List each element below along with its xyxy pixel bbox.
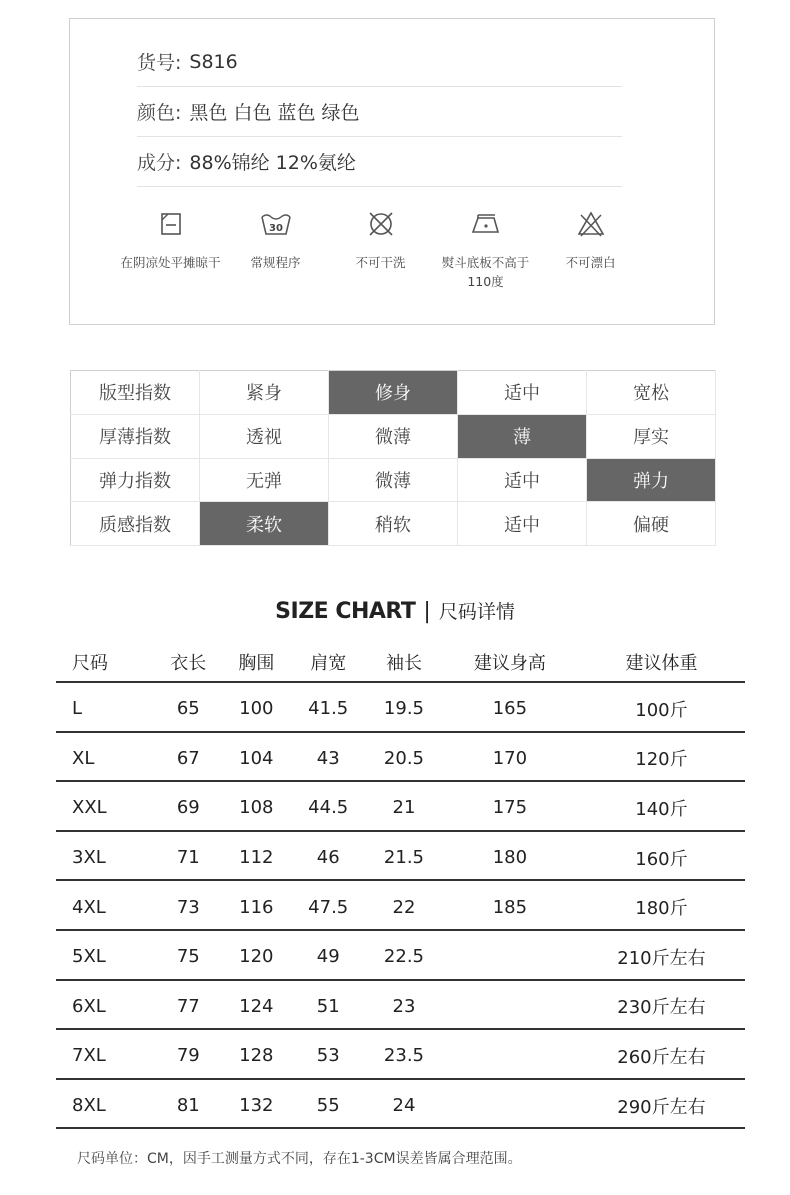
- size-cell: 124: [222, 980, 290, 1030]
- fit-option-selected: 薄: [458, 414, 587, 458]
- size-cell: 46: [290, 831, 366, 881]
- fit-option: 厚实: [587, 414, 716, 458]
- size-cell: 100斤: [578, 682, 745, 732]
- fit-option-selected: 弹力: [587, 458, 716, 502]
- fit-option: 紧身: [200, 371, 329, 415]
- care-label: 在阴凉处平摊晾干: [120, 255, 221, 270]
- size-cell: 120斤: [578, 732, 745, 782]
- size-cell: 120: [222, 930, 290, 980]
- size-cell: 175: [442, 781, 578, 831]
- size-cell: 132: [222, 1079, 290, 1129]
- care-label: 不可干洗: [355, 255, 406, 270]
- table-row: [56, 732, 745, 782]
- size-cell: 116: [222, 880, 290, 930]
- table-row: [56, 880, 745, 930]
- size-cell: [442, 930, 578, 980]
- size-cell: 44.5: [290, 781, 366, 831]
- care-label: 不可漂白: [565, 255, 616, 270]
- size-cell: 185: [442, 880, 578, 930]
- fit-option: 偏硬: [587, 502, 716, 546]
- size-cell: 112: [222, 831, 290, 881]
- size-cell: 69: [154, 781, 222, 831]
- fit-index-table: [70, 370, 716, 546]
- size-column-header: 衣长: [154, 643, 222, 682]
- care-item-wash: [223, 209, 328, 309]
- size-cell: 3XL: [56, 831, 154, 881]
- size-column-header: 建议身高: [442, 643, 578, 682]
- size-cell: 140斤: [578, 781, 745, 831]
- size-cell: 19.5: [366, 682, 442, 732]
- size-cell: 49: [290, 930, 366, 980]
- table-row: [56, 1029, 745, 1079]
- info-row-color: [137, 87, 622, 137]
- care-instructions: [118, 209, 688, 309]
- fit-option: 微薄: [329, 458, 458, 502]
- size-cell: 165: [442, 682, 578, 732]
- size-cell: 65: [154, 682, 222, 732]
- fit-row: [71, 502, 716, 546]
- size-cell: 180: [442, 831, 578, 881]
- size-cell: 73: [154, 880, 222, 930]
- size-column-header: 尺码: [56, 643, 154, 682]
- size-cell: 55: [290, 1079, 366, 1129]
- iron-low-icon: [469, 209, 503, 239]
- size-cell: L: [56, 682, 154, 732]
- info-key: 成分:: [137, 152, 182, 174]
- fit-option-selected: 修身: [329, 371, 458, 415]
- size-column-header: 建议体重: [578, 643, 745, 682]
- size-cell: 7XL: [56, 1029, 154, 1079]
- size-cell: 210斤左右: [578, 930, 745, 980]
- size-cell: 290斤左右: [578, 1079, 745, 1129]
- size-cell: [442, 1029, 578, 1079]
- size-cell: 53: [290, 1029, 366, 1079]
- size-cell: 23.5: [366, 1029, 442, 1079]
- no-bleach-icon: [576, 209, 606, 239]
- care-label: 常规程序: [250, 255, 301, 270]
- size-cell: 260斤左右: [578, 1029, 745, 1079]
- size-cell: 43: [290, 732, 366, 782]
- size-cell: 20.5: [366, 732, 442, 782]
- table-row: [56, 980, 745, 1030]
- fit-row: [71, 371, 716, 415]
- table-row: [56, 781, 745, 831]
- fit-row-label: 版型指数: [71, 371, 200, 415]
- fit-option: 适中: [458, 458, 587, 502]
- fit-option-selected: 柔软: [200, 502, 329, 546]
- fit-row-label: 弹力指数: [71, 458, 200, 502]
- table-row: [56, 930, 745, 980]
- dry-flat-shade-icon: [156, 209, 186, 239]
- size-cell: 24: [366, 1079, 442, 1129]
- size-column-header: 胸围: [222, 643, 290, 682]
- size-chart-title-zh: 尺码详情: [438, 601, 515, 623]
- svg-text:30: 30: [268, 223, 283, 234]
- table-row: [56, 1079, 745, 1129]
- table-row: [56, 831, 745, 881]
- size-cell: 6XL: [56, 980, 154, 1030]
- size-chart-title: [0, 597, 790, 624]
- size-cell: 4XL: [56, 880, 154, 930]
- size-note: 尺码单位：CM，因手工测量方式不同，存在1-3CM误差皆属合理范围。: [77, 1151, 522, 1167]
- size-cell: 5XL: [56, 930, 154, 980]
- care-label: 熨斗底板不高于110度: [441, 255, 530, 289]
- fit-option: 透视: [200, 414, 329, 458]
- size-cell: 67: [154, 732, 222, 782]
- size-cell: 8XL: [56, 1079, 154, 1129]
- size-cell: 128: [222, 1029, 290, 1079]
- info-key: 颜色:: [137, 102, 182, 124]
- info-row-sku: [137, 37, 622, 87]
- info-value: S816: [189, 50, 238, 73]
- size-column-header: 袖长: [366, 643, 442, 682]
- size-cell: 22: [366, 880, 442, 930]
- size-cell: 21: [366, 781, 442, 831]
- fit-option: 微薄: [329, 414, 458, 458]
- size-cell: 160斤: [578, 831, 745, 881]
- title-separator: |: [423, 599, 431, 624]
- size-cell: 170: [442, 732, 578, 782]
- fit-row: [71, 414, 716, 458]
- care-item-dry-flat: [118, 209, 223, 309]
- fit-option: 稍软: [329, 502, 458, 546]
- size-chart-table: [56, 643, 745, 1129]
- size-cell: 108: [222, 781, 290, 831]
- care-item-no-bleach: [538, 209, 643, 309]
- size-chart-title-en: SIZE CHART: [275, 599, 416, 624]
- size-cell: XL: [56, 732, 154, 782]
- size-cell: [442, 980, 578, 1030]
- fit-option: 适中: [458, 502, 587, 546]
- size-cell: 77: [154, 980, 222, 1030]
- size-cell: 104: [222, 732, 290, 782]
- care-item-iron: [433, 209, 538, 309]
- size-cell: 23: [366, 980, 442, 1030]
- care-item-no-dry-clean: [328, 209, 433, 309]
- size-cell: 81: [154, 1079, 222, 1129]
- size-cell: 47.5: [290, 880, 366, 930]
- fit-option: 适中: [458, 371, 587, 415]
- size-cell: 21.5: [366, 831, 442, 881]
- size-cell: 75: [154, 930, 222, 980]
- size-cell: 22.5: [366, 930, 442, 980]
- size-cell: 79: [154, 1029, 222, 1079]
- fit-option: 无弹: [200, 458, 329, 502]
- fit-row: [71, 458, 716, 502]
- table-row: [56, 682, 745, 732]
- info-value: 88%锦纶 12%氨纶: [189, 152, 356, 174]
- size-cell: 100: [222, 682, 290, 732]
- size-cell: 230斤左右: [578, 980, 745, 1030]
- size-column-header: 肩宽: [290, 643, 366, 682]
- info-key: 货号:: [137, 52, 182, 74]
- size-cell: 51: [290, 980, 366, 1030]
- size-cell: 41.5: [290, 682, 366, 732]
- info-row-material: [137, 137, 622, 187]
- no-dry-clean-icon: [366, 209, 396, 239]
- size-cell: 180斤: [578, 880, 745, 930]
- fit-option: 宽松: [587, 371, 716, 415]
- size-cell: 71: [154, 831, 222, 881]
- product-info-card: [69, 18, 715, 325]
- size-cell: [442, 1079, 578, 1129]
- fit-row-label: 质感指数: [71, 502, 200, 546]
- wash-30-icon: [259, 209, 293, 239]
- info-value: 黑色 白色 蓝色 绿色: [189, 102, 360, 124]
- size-cell: XXL: [56, 781, 154, 831]
- fit-row-label: 厚薄指数: [71, 414, 200, 458]
